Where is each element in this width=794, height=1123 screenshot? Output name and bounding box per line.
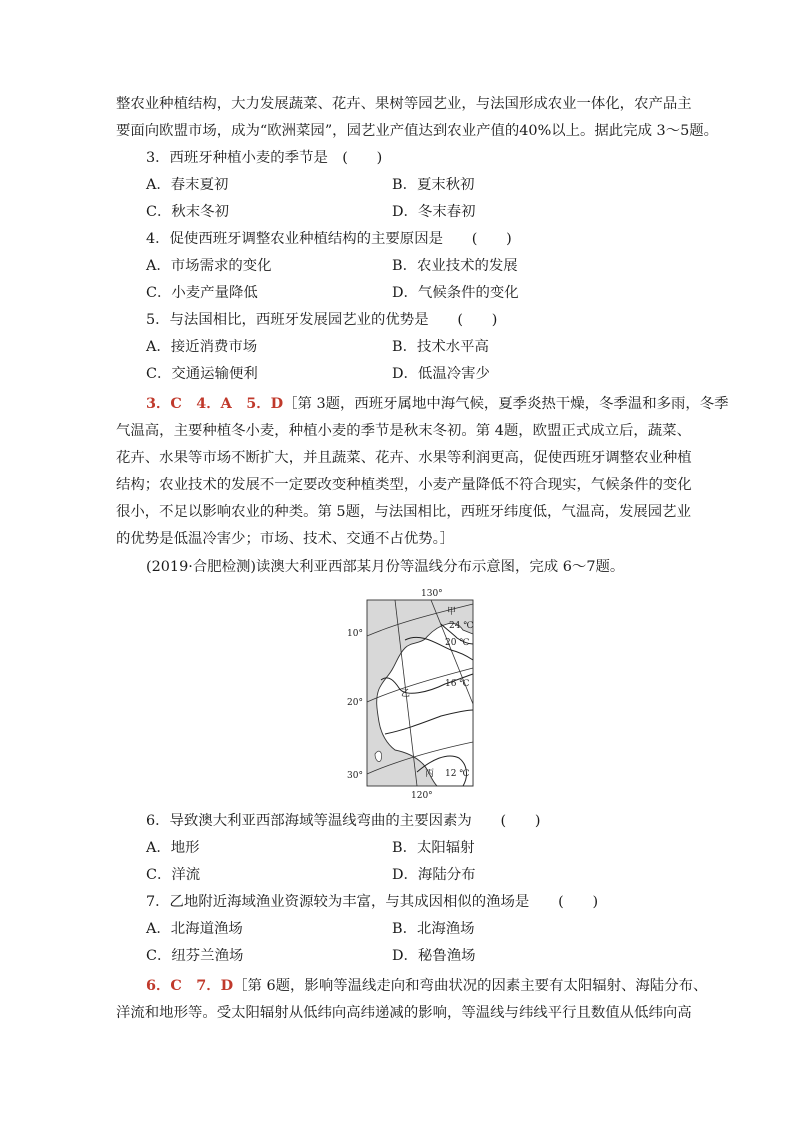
q4-option-b: B．农业技术的发展 [392, 258, 518, 274]
answer-3-5-line-6: 的优势是低温冷害少；市场、技术、交通不占优势。］ [116, 531, 455, 547]
q5-option-d: D．低温冷害少 [392, 366, 490, 382]
q4-option-a: A．市场需求的变化 [146, 258, 272, 274]
q6-option-c: C．洋流 [146, 867, 201, 883]
q3-option-b: B．夏末秋初 [392, 177, 475, 193]
q6-option-b: B．太阳辐射 [392, 840, 475, 856]
intro-6-7: (2019·合肥检测)读澳大利亚西部某月份等温线分布示意图，完成 6～7题。 [146, 559, 625, 575]
answer-3-5-line-2: 气温高，主要种植冬小麦，种植小麦的季节是秋末冬初。第 4题，欧盟正式成立后，蔬菜、 [116, 423, 691, 439]
intro-line-2: 要面向欧盟市场，成为“欧洲菜园”，园艺业产值达到农业产值的40%以上。据此完成 3～5题。 [116, 123, 719, 139]
answer-3-5-line-3: 花卉、水果等市场不断扩大，并且蔬菜、花卉、水果等利润更高，促使西班牙调整农业种植 [116, 450, 692, 466]
q5-option-b: B．技术水平高 [392, 339, 489, 355]
q4-option-d: D．气候条件的变化 [392, 285, 519, 301]
intro-line-1: 整农业种植结构，大力发展蔬菜、花卉、果树等园艺业，与法国形成农业一体化，农产品主 [116, 96, 692, 112]
answer-3-5-line-5: 很小，不足以影响农业的种类。第 5题，与法国相比，西班牙纬度低，气温高，发展园艺业 [116, 504, 691, 520]
answer-6-7-keys: 6．C 7．D [146, 977, 234, 994]
latitude-20-label: 20° [347, 698, 363, 708]
q3-option-a: A．春末夏初 [146, 177, 229, 193]
q3-option-c: C．秋末冬初 [146, 204, 229, 220]
answer-3-5-text-1: ［第 3题，西班牙属地中海气候，夏季炎热干燥，冬季温和多雨，冬季 [283, 396, 729, 412]
label-yi: 乙 [401, 689, 411, 699]
question-5-stem: 5．与法国相比，西班牙发展园艺业的优势是 ( ) [146, 312, 498, 328]
answer-3-5-line-4: 结构；农业技术的发展不一定要改变种植类型，小麦产量降低不符合现实，气候条件的变化 [116, 477, 692, 493]
isotherm-20-label: 20 ℃ [445, 638, 470, 648]
question-4-stem: 4．促使西班牙调整农业种植结构的主要原因是 ( ) [146, 231, 512, 247]
longitude-130-label: 130° [421, 589, 443, 599]
question-7-stem: 7．乙地附近海域渔业资源较为丰富，与其成因相似的渔场是 ( ) [146, 894, 599, 910]
longitude-120-label: 120° [411, 791, 433, 801]
answer-6-7-line-1 [146, 976, 707, 996]
answer-6-7-text-1: ［第 6题，影响等温线走向和弯曲状况的因素主要有太阳辐射、海陆分布、 [233, 978, 708, 994]
q7-option-b: B．北海渔场 [392, 921, 475, 937]
answer-6-7-line-2: 洋流和地形等。受太阳辐射从低纬向高纬递减的影响，等温线与纬线平行且数值从低纬向高 [116, 1005, 692, 1021]
q6-option-d: D．海陆分布 [392, 867, 476, 883]
latitude-30-label: 30° [347, 771, 363, 781]
label-jia: 甲 [447, 607, 457, 617]
q6-option-a: A．地形 [146, 840, 200, 856]
q7-option-c: C．纽芬兰渔场 [146, 948, 244, 964]
isotherm-16-label: 16 ℃ [445, 679, 470, 689]
isotherm-12-label: 12 ℃ [445, 769, 470, 779]
q5-option-c: C．交通运输便利 [146, 366, 258, 382]
q7-option-d: D．秘鲁渔场 [392, 948, 476, 964]
q5-option-a: A．接近消费市场 [146, 339, 258, 355]
question-6-stem: 6．导致澳大利亚西部海域等温线弯曲的主要因素为 ( ) [146, 813, 541, 829]
australia-isotherm-map [345, 584, 495, 802]
q7-option-a: A．北海道渔场 [146, 921, 243, 937]
latitude-10-label: 10° [347, 629, 363, 639]
q3-option-d: D．冬末春初 [392, 204, 476, 220]
question-3-stem: 3．西班牙种植小麦的季节是 ( ) [146, 150, 383, 166]
isotherm-24-label: 24 ℃ [449, 621, 474, 631]
q4-option-c: C．小麦产量降低 [146, 285, 258, 301]
label-bing: 丙 [425, 769, 435, 779]
answer-3-5-keys: 3．C 4．A 5．D [146, 395, 284, 412]
answer-3-5-line-1 [146, 394, 729, 414]
